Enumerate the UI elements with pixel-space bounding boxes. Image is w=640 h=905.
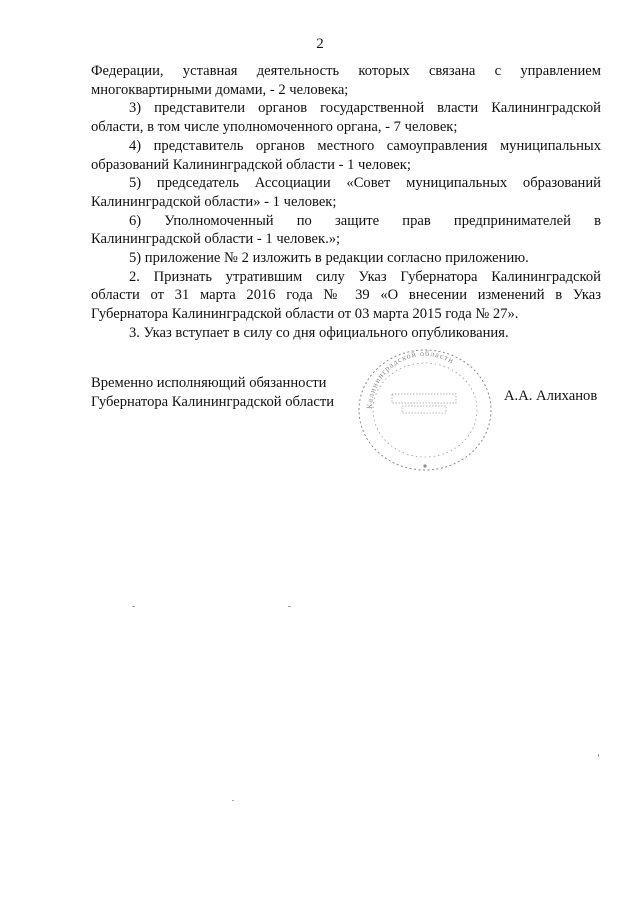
paragraph-line: Федерации, уставная деятельность которых связана с управлением (91, 63, 601, 79)
document-body (91, 62, 601, 343)
paragraph-line: 5) председатель Ассоциации «Совет муниципальных образований (129, 175, 601, 192)
paragraph-line: Калининградской области» - 1 человек; (91, 193, 337, 210)
paragraph-line: 2. Признать утратившим силу Указ Губернатора Калининградской (129, 268, 601, 285)
signatory-position (91, 374, 334, 411)
paragraph-line: области, в том числе уполномоченного органа, - 7 человек; (91, 119, 458, 136)
paragraph-line: 3. Указ вступает в силу со дня официального опубликования. (129, 324, 509, 341)
paragraph-line: образований Калининградской области - 1 человек; (91, 156, 411, 173)
svg-text:Калининградской области (365, 349, 456, 409)
paragraph-line: 6) Уполномоченный по защите прав предпринимателей в (129, 212, 601, 229)
signatory-name: А.А. Алиханов (504, 388, 598, 404)
official-seal-stamp (352, 342, 498, 476)
paragraph-line: 5) приложение № 2 изложить в редакции согласно приложению. (129, 250, 529, 267)
scan-speck (598, 754, 599, 757)
scan-speck (132, 606, 135, 607)
paragraph-line: многоквартирными домами, - 2 человека; (91, 81, 349, 98)
paragraph-line: 3) представители органов государственной власти Калининградской (129, 100, 601, 117)
signatory-position-line: Губернатора Калининградской области (91, 393, 335, 410)
signatory-position-line: Временно исполняющий обязанности (91, 375, 327, 391)
paragraph-line: Калининградской области - 1 человек.»; (91, 231, 341, 248)
paragraph-line: области от 31 марта 2016 года № 39 «О внесении изменений в Указ (91, 287, 601, 304)
scan-speck (288, 606, 291, 607)
paragraph-line: Губернатора Калининградской области от 03 марта 2015 года № 27». (91, 306, 519, 323)
scan-speck (232, 800, 234, 801)
page-number: 2 (316, 36, 324, 52)
paragraph-line: 4) представитель органов местного самоуправления муниципальных (129, 137, 601, 154)
seal-ring-text: Калининградской области (364, 348, 456, 410)
